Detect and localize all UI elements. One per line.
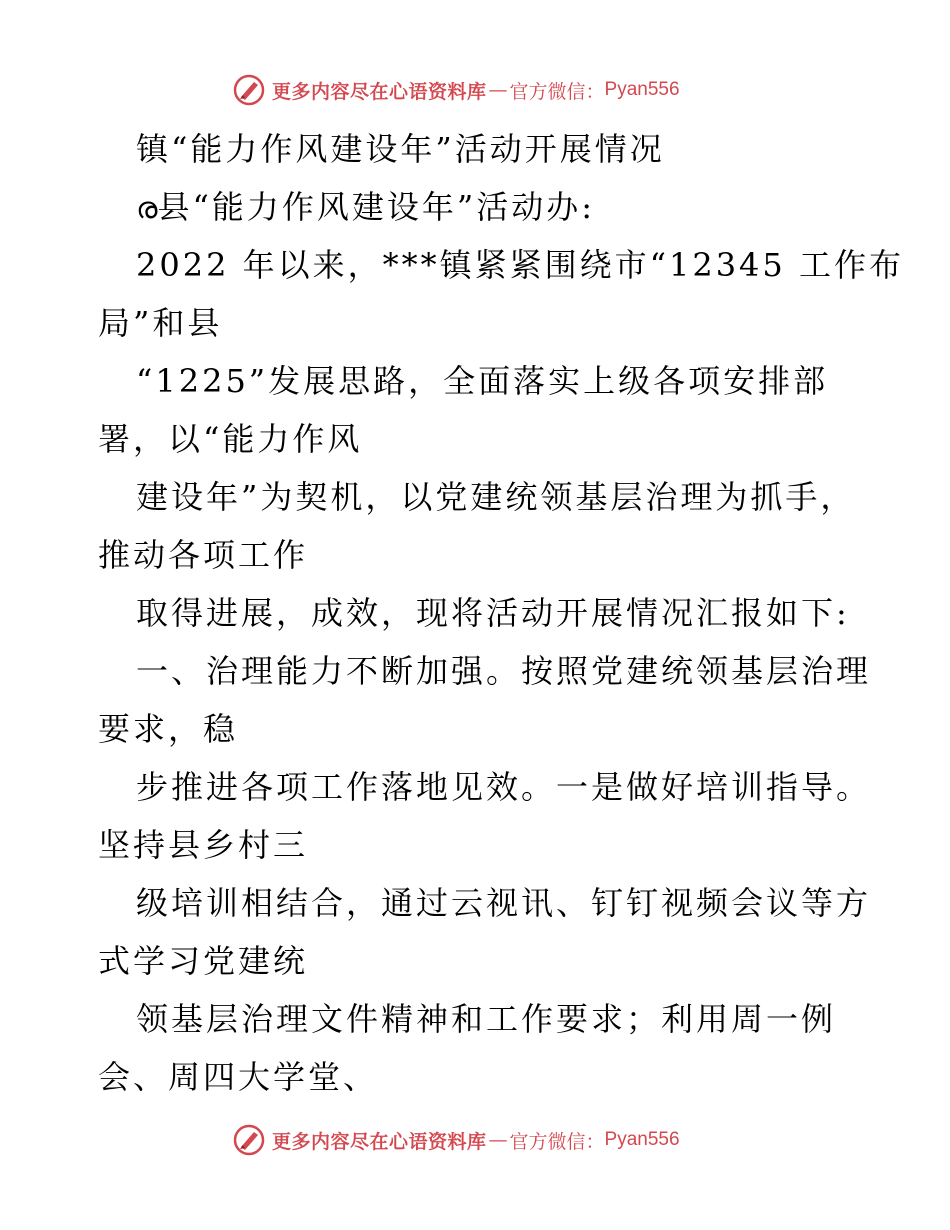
body-line: 级培训相结合，通过云视讯、钉钉视频会议等方 [136, 884, 872, 922]
banner-text: 更多内容尽在心语资料库 [272, 80, 487, 103]
ornament-glyph-icon: ര [136, 191, 158, 226]
section-heading-line: 一、治理能力不断加强。按照党建统领基层治理 [136, 652, 872, 690]
body-line: 署，以“能力作风 [98, 420, 363, 458]
addressee-line [136, 178, 595, 236]
banner-label: 官方微信： [509, 1130, 605, 1153]
body-line: 取得进展，成效，现将活动开展情况汇报如下: [136, 594, 850, 632]
banner-text: 更多内容尽在心语资料库 [272, 1130, 487, 1153]
body-line: 坚持县乡村三 [98, 826, 309, 864]
pen-seal-icon [232, 73, 266, 107]
body-line: 建设年”为契机，以党建统领基层治理为抓手， [136, 478, 856, 516]
body-line: 2022 年以来，***镇紧紧围绕市“12345 工作布 [136, 246, 904, 284]
body-line: 式学习党建统 [98, 942, 309, 980]
body-line: 会、周四大学堂、 [98, 1058, 379, 1096]
header-banner [232, 72, 712, 108]
document-title: 镇“能力作风建设年”活动开展情况 [136, 130, 665, 168]
banner-label: 官方微信： [509, 80, 605, 103]
body-line: 领基层治理文件精神和工作要求；利用周一例 [136, 1000, 837, 1038]
body-line: 局”和县 [98, 304, 223, 342]
banner-separator: — [488, 1129, 508, 1151]
body-line: “1225”发展思路，全面落实上级各项安排部 [136, 362, 829, 400]
footer-banner [232, 1122, 712, 1158]
pen-seal-icon [232, 1123, 266, 1157]
banner-separator: — [488, 79, 508, 101]
banner-wechat-id: Pyan556 [604, 1129, 680, 1150]
body-line: 推动各项工作 [98, 536, 309, 574]
body-line: 要求，稳 [98, 710, 239, 748]
addressee-text: 县“能力作风建设年”活动办: [157, 188, 595, 226]
body-line: 步推进各项工作落地见效。一是做好培训指导。 [136, 768, 872, 806]
banner-wechat-id: Pyan556 [604, 79, 680, 100]
